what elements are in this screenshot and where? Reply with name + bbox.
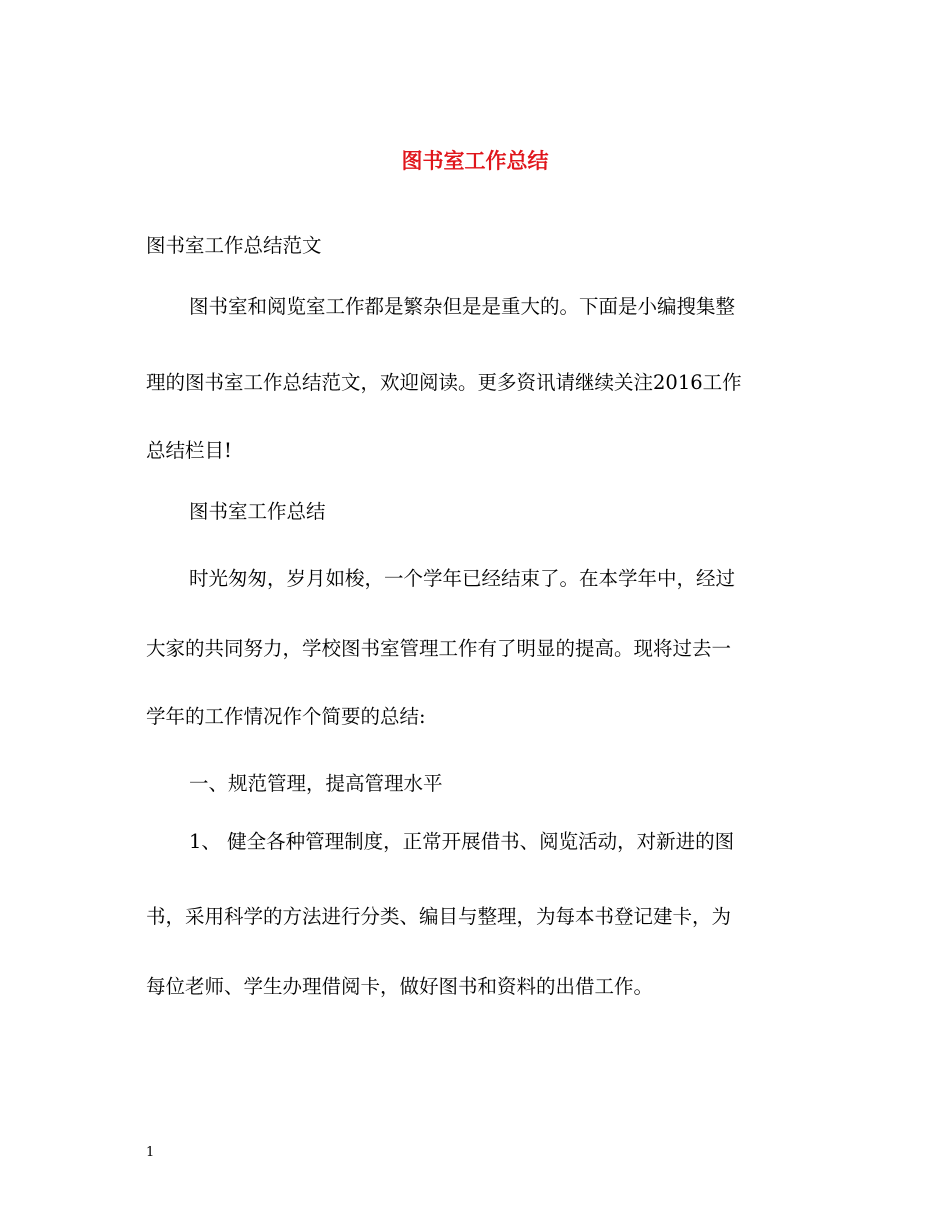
paragraph-line: 大家的共同努力，学校图书室管理工作有了明显的提高。现将过去一 (146, 637, 732, 660)
paragraph-line: 理的图书室工作总结范文，欢迎阅读。更多资讯请继续关注2016工作 (146, 371, 742, 394)
page-number: 1 (146, 1145, 155, 1160)
paragraph-line: 1、 健全各种管理制度，正常开展借书、阅览活动，对新进的图 (189, 830, 735, 853)
paragraph-line: 时光匆匆，岁月如梭，一个学年已经结束了。在本学年中，经过 (189, 567, 736, 590)
section-heading: 图书室工作总结 (189, 500, 326, 523)
subtitle-line: 图书室工作总结范文 (146, 234, 322, 257)
paragraph-line: 图书室和阅览室工作都是繁杂但是是重大的。下面是小编搜集整 (189, 295, 736, 318)
section-heading: 一、规范管理，提高管理水平 (189, 772, 443, 795)
paragraph-line: 总结栏目! (146, 439, 232, 462)
paragraph-line: 学年的工作情况作个简要的总结: (146, 705, 426, 728)
paragraph-line: 书，采用科学的方法进行分类、编目与整理，为每本书登记建卡，为 (146, 905, 732, 928)
document-title: 图书室工作总结 (401, 148, 549, 173)
paragraph-line: 每位老师、学生办理借阅卡，做好图书和资料的出借工作。 (146, 975, 654, 998)
